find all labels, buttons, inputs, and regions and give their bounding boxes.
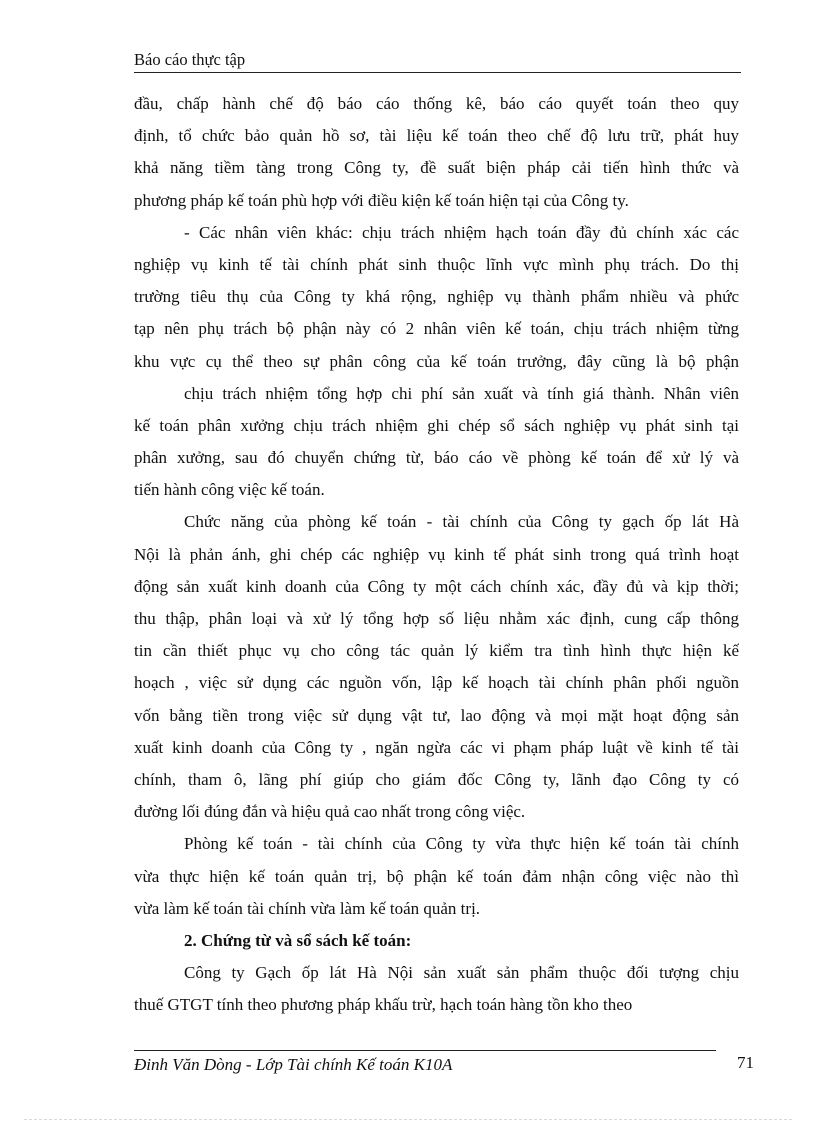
page-number: 71 — [737, 1053, 754, 1072]
text-line: đường lối đúng đắn và hiệu quả cao nhất trong công việc. — [134, 802, 526, 822]
section-heading: 2. Chứng từ và sổ sách kế toán: — [184, 930, 412, 950]
text-line: kế toán phân xưởng chịu trách nhiệm ghi chép sổ sách nghiệp vụ phát sinh tại — [134, 415, 739, 435]
text-line: Nội là phản ánh, ghi chép các nghiệp vụ kinh tế phát sinh trong quá trình hoạt — [134, 544, 739, 564]
text-line: khu vực cụ thể theo sự phân công của kế toán trưởng, đây cũng là bộ phận — [134, 351, 739, 371]
body-text — [134, 88, 739, 1021]
text-line: vừa làm kế toán tài chính vừa làm kế toán quản trị. — [134, 898, 481, 918]
text-line: phương pháp kế toán phù hợp với điều kiện kế toán hiện tại của Công ty. — [134, 190, 629, 210]
text-line: tạp nên phụ trách bộ phận này có 2 nhân viên kế toán, chịu trách nhiệm từng — [134, 319, 739, 339]
text-line: định, tổ chức bảo quản hồ sơ, tài liệu kế toán theo chế độ lưu trữ, phát huy — [134, 126, 739, 146]
text-line: hoạch , việc sử dụng các nguồn vốn, lập kế hoạch tài chính phân phối nguồn — [134, 673, 739, 693]
text-line: Phòng kế toán - tài chính của Công ty vừa thực hiện kế toán tài chính — [184, 834, 739, 854]
text-line: chịu trách nhiệm tổng hợp chi phí sản xuất và tính giá thành. Nhân viên — [184, 383, 739, 403]
header-title: Báo cáo thực tập — [134, 50, 246, 69]
text-line: phân xưởng, sau đó chuyển chứng từ, báo cáo về phòng kế toán để xử lý và — [134, 448, 739, 468]
text-line: vốn bằng tiền trong việc sử dụng vật tư, lao động và mọi mặt hoạt động sản — [134, 705, 739, 725]
text-line: thuế GTGT tính theo phương pháp khấu trừ, hạch toán hàng tồn kho theo — [134, 995, 633, 1015]
page-edge-divider — [24, 1119, 792, 1120]
text-line: Công ty Gạch ốp lát Hà Nội sản xuất sản phẩm thuộc đối tượng chịu — [184, 963, 739, 983]
text-line: - Các nhân viên khác: chịu trách nhiệm hạch toán đầy đủ chính xác các — [184, 222, 739, 242]
text-line: tiến hành công việc kế toán. — [134, 480, 325, 500]
text-line: khả năng tiềm tàng trong Công ty, đề suất biện pháp cải tiến hình thức và — [134, 158, 739, 178]
text-line: nghiệp vụ kinh tế tài chính phát sinh thuộc lĩnh vực mình phụ trách. Do thị — [134, 254, 739, 274]
text-line: thu thập, phân loại và xử lý tổng hợp số liệu nhằm xác định, cung cấp thông — [134, 609, 739, 628]
footer-author: Đinh Văn Dòng - Lớp Tài chính Kế toán K10A — [134, 1055, 453, 1074]
text-line: trường tiêu thụ của Công ty khá rộng, nghiệp vụ thành phẩm nhiều và phức — [134, 287, 739, 307]
text-line: Chức năng của phòng kế toán - tài chính của Công ty gạch ốp lát Hà — [184, 512, 739, 532]
text-line: đầu, chấp hành chế độ báo cáo thống kê, báo cáo quyết toán theo quy — [134, 94, 739, 113]
text-line: động sản xuất kinh doanh của Công ty một cách chính xác, đầy đủ và kịp thời; — [134, 576, 739, 596]
text-line: chính, tham ô, lãng phí giúp cho giám đốc Công ty, lãnh đạo Công ty có — [134, 769, 739, 789]
footer-rule — [134, 1050, 716, 1051]
page-header — [134, 48, 741, 73]
text-line: vừa thực hiện kế toán quản trị, bộ phận kế toán đảm nhận công việc nào thì — [134, 866, 739, 886]
text-line: tin cần thiết phục vụ cho công tác quản lý kiểm tra tình hình thực hiện kế — [134, 641, 739, 661]
text-line: xuất kinh doanh của Công ty , ngăn ngừa các vi phạm pháp luật về kinh tế tài — [134, 737, 739, 757]
